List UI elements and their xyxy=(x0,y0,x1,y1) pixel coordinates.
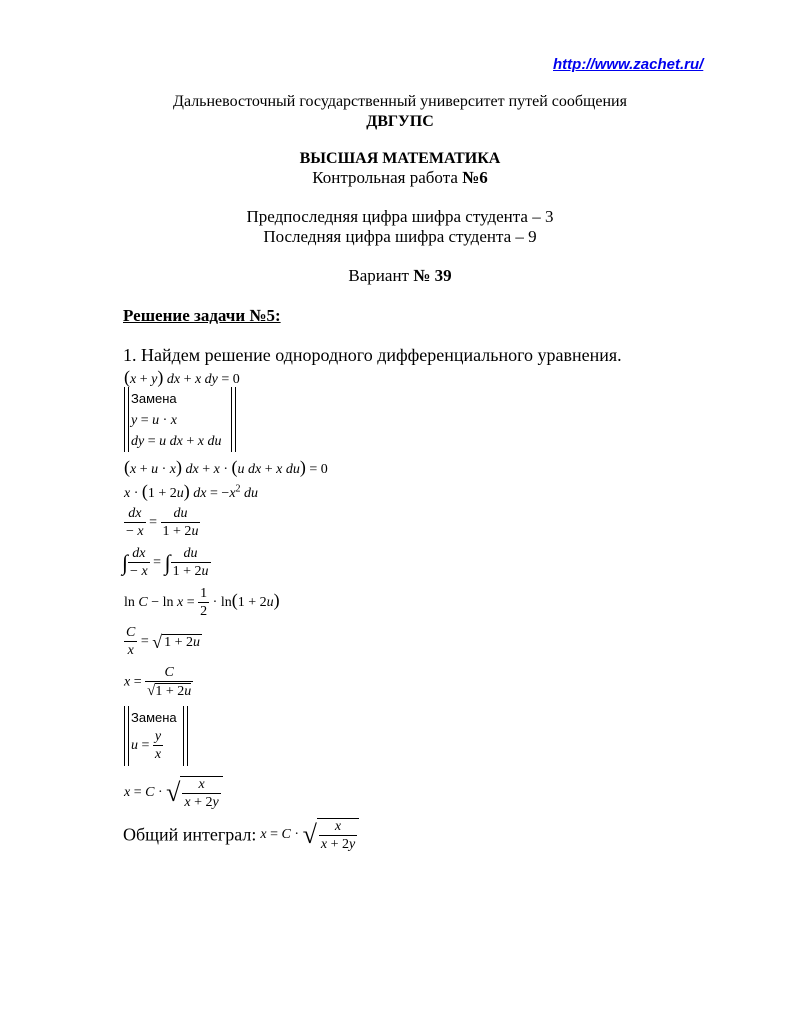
source-link[interactable]: http://www.zachet.ru/ xyxy=(553,56,704,73)
eq-original: (x + y) dx + x dy = 0 xyxy=(124,367,240,387)
student-digit-2: Последняя цифра шифра студента – 9 xyxy=(263,227,537,246)
eq-c-over-x: $\frac{C}{x}$ = √ 1 + 2u xyxy=(126,625,201,658)
substitution-label-1: Замена xyxy=(131,391,177,406)
general-integral: Общий интеграл: x = C · √ $\frac{x}{x + 2y}$ xyxy=(123,818,359,852)
eq-sub-dy: dy = u dx + x du xyxy=(131,434,222,449)
solution-heading: Решение задачи №5: xyxy=(123,306,281,325)
eq-integrals: ∫ $\frac{dx}{- x}$ = ∫ $\frac{du}{1 + 2u}$ xyxy=(122,546,209,579)
student-digit-1: Предпоследняя цифра шифра студента – 3 xyxy=(246,207,554,226)
subject-title: ВЫСШАЯ МАТЕМАТИКА xyxy=(299,150,501,167)
eq-separated: x · (1 + 2u) dx = $-x^2$ du xyxy=(124,481,259,501)
university-abbr: ДВГУПС xyxy=(366,113,434,130)
eq-sub-y: y = u · x xyxy=(131,413,178,428)
work-title: Контрольная работа №6 xyxy=(312,168,488,187)
eq-substituted: (x + u · x) dx + x · (u dx + x du) = 0 xyxy=(124,457,328,477)
variant: Вариант № 39 xyxy=(348,266,452,285)
substitution-label-2: Замена xyxy=(131,710,177,725)
eq-sub-u: u = $\frac{y}{x}$ xyxy=(131,729,162,762)
eq-fraction: $\frac{dx}{- x}$ = $\frac{du}{1 + 2u}$ xyxy=(126,506,199,539)
eq-final: x = C · √ $\frac{x}{x + 2y}$ xyxy=(124,776,223,810)
eq-logs: ln C − ln x = $\frac{1}{2}$ · ln(1 + 2u) xyxy=(124,586,280,619)
step-1-text: 1. Найдем решение однородного дифференциального уравнения. xyxy=(123,345,622,365)
eq-x-solution: x = $\frac{C}{√1 + 2u}$ xyxy=(124,665,192,699)
university-name: Дальневосточный государственный университет путей сообщения xyxy=(173,93,627,110)
